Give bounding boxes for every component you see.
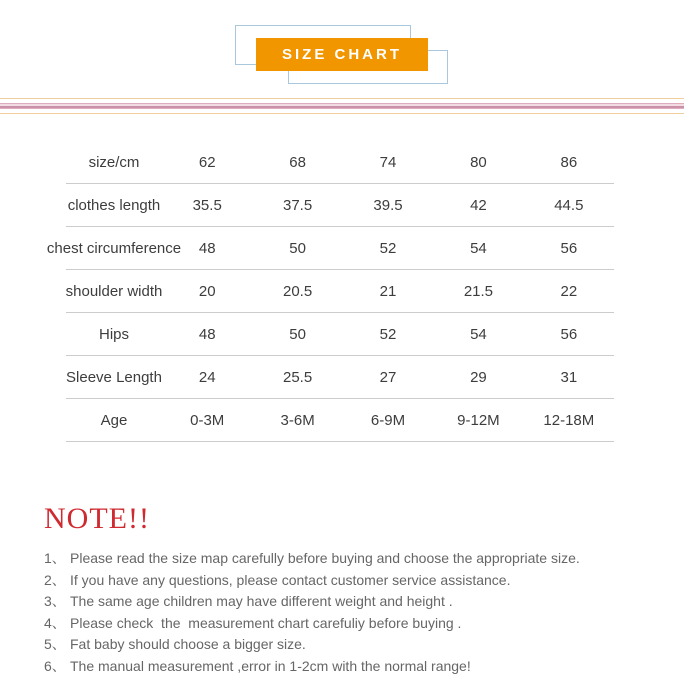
table-cell: 48 [198,325,216,343]
table-cell: 62 [198,153,216,171]
row-label: chest circumference [46,239,182,257]
note-item [44,548,654,570]
note-item-text: The same age children may have different weight and height . [70,593,453,610]
note-heading: NOTE!! [44,502,150,535]
table-cell: 25.5 [283,368,313,386]
table-cell: 54 [470,239,487,257]
table-cell: 29 [470,368,487,386]
table-cell: 35.5 [192,196,222,214]
table-cell: 9-12M [457,411,500,429]
table-cell: 20.5 [283,282,313,300]
table-cell: 12-18M [543,411,595,429]
table-cell: 56 [560,239,578,257]
table-row [66,141,614,184]
striped-divider [0,98,684,114]
note-item-text: Please read the size map carefully before buying and choose the appropriate size. [70,550,580,566]
table-cell: 37.5 [283,196,313,214]
table-cell: 21 [379,282,397,300]
table-cell: 54 [470,325,487,343]
row-label: Hips [98,325,129,343]
table-cell: 52 [379,239,397,257]
row-values [162,154,614,171]
row-values [162,283,614,300]
row-values [162,412,614,429]
table-cell: 80 [470,153,487,171]
note-item-marker: 1、 [44,550,66,566]
banner-title: SIZE CHART [282,46,402,63]
row-values [162,197,614,214]
table-cell: 22 [560,282,578,300]
table-row [66,399,614,442]
note-item-marker: 2、 [44,571,66,588]
row-label: clothes length [67,196,161,214]
row-values [162,326,614,343]
row-label: size/cm [88,153,140,171]
note-item-text: The manual measurement ,error in 1-2cm with the normal range! [70,657,471,674]
note-item [44,570,654,592]
row-label: shoulder width [65,282,163,300]
note-item-marker: 4、 [44,614,66,631]
table-cell: 6-9M [370,411,406,429]
note-item-marker: 3、 [44,593,66,610]
table-cell: 86 [560,153,578,171]
table-cell: 50 [289,325,306,343]
note-item-marker: 6、 [44,657,66,674]
table-cell: 39.5 [373,196,403,214]
table-cell: 0-3M [190,411,225,429]
table-cell: 24 [198,368,216,386]
table-row [46,227,614,270]
row-label: Sleeve Length [66,368,162,386]
table-cell: 48 [198,239,216,257]
size-chart-banner [256,38,428,71]
size-table [46,141,614,442]
note-item-text: If you have any questions, please contact customer service assistance. [70,571,511,588]
table-cell: 42 [470,196,487,214]
table-cell: 56 [560,325,578,343]
note-item [44,634,654,656]
note-item [44,613,654,635]
table-cell: 3-6M [280,411,315,429]
table-cell: 68 [289,153,306,171]
table-cell: 74 [379,153,397,171]
table-cell: 27 [379,368,397,386]
table-cell: 20 [198,282,216,300]
table-row [66,184,614,227]
row-values [162,240,614,257]
table-row [66,313,614,356]
table-row [66,356,614,399]
row-label: Age [100,411,128,429]
note-item-text: Fat baby should choose a bigger size. [70,636,306,653]
table-cell: 50 [289,239,306,257]
note-list [44,548,654,678]
row-values [162,369,614,386]
note-item-marker: 5、 [44,636,66,653]
note-item [44,591,654,613]
table-cell: 44.5 [554,196,584,214]
table-cell: 21.5 [463,282,494,300]
table-row [66,270,614,313]
note-item [44,656,654,678]
table-cell: 31 [560,368,578,386]
table-cell: 52 [379,325,397,343]
note-item-text: Please check the measurement chart carefuliy before buying . [70,614,462,631]
